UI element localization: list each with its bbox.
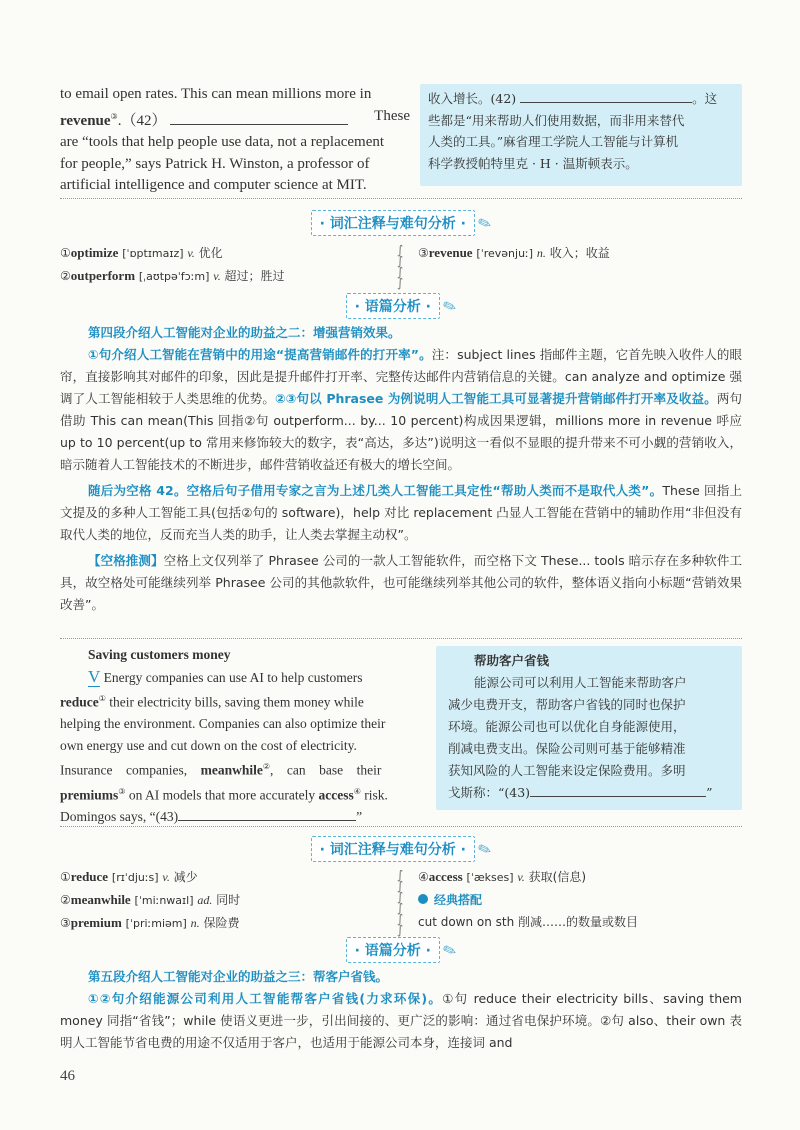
- page-number: 46: [60, 1068, 75, 1084]
- column-divider: ∫ ∫ ∫ ∫ ∫ ∫: [397, 868, 404, 937]
- passage-line: V Energy companies can use AI to help customers: [88, 666, 363, 686]
- vocab-list-2b: [418, 866, 738, 933]
- trans-line: 人类的工具。”麻省理工学院人工智能与计算机: [428, 134, 679, 149]
- passage-line: own energy use and cut down on the cost of electricity.: [60, 737, 357, 753]
- quill-icon: ✎: [475, 837, 495, 861]
- quill-icon: ✎: [440, 938, 460, 962]
- vocab-item: ①reduce [rɪˈdjuːs] v. 减少: [60, 869, 198, 884]
- passage-line: Domingos says, “(43) ”: [60, 806, 424, 828]
- analysis-paragraph: 【空格推测】空格上文仅列举了 Phrasee 公司的一款人工智能软件，而空格下文 These... tools 暗示存在多种软件工具，故空格处可能继续列举 Phrasee 公司的其他款软件，也可能继续列举其他公司的软件，整体语义指向小标题“营销效果改善”。: [60, 553, 742, 612]
- trans-line: 获知风险的人工智能来设定保险费用。多明: [448, 763, 686, 778]
- section-title: Saving customers money: [88, 647, 231, 662]
- bullet-icon: [418, 894, 428, 904]
- passage-line: are “tools that help people use data, not a replacement: [60, 134, 385, 150]
- passage-line: revenue③.（42） These: [60, 107, 410, 129]
- analysis-paragraph: 随后为空格 42。空格后句子借用专家之言为上述几类人工智能工具定性“帮助人类而不是取代人类”。These 回指上文提及的多种人工智能工具(包括②句的 software)，help 对比 replacement 凸显人工智能在营销中的辅助作用“非但没有取代人类的地位，反而充当人类的助手，让人类去掌握主动权”。: [60, 483, 742, 542]
- answer-blank-43[interactable]: [178, 806, 356, 821]
- vocab-item: ①optimize [ˈɒptɪmaɪz] v. 优化: [60, 245, 223, 260]
- trans-line: 科学教授帕特里克 · H · 温斯顿表示。: [428, 155, 638, 171]
- collocation-title: 经典搭配: [418, 889, 738, 911]
- answer-blank-42[interactable]: [170, 110, 348, 125]
- vocab-item: ②meanwhile [ˈmiːnwaɪl] ad. 同时: [60, 892, 241, 907]
- analysis-section-2: [60, 966, 742, 1054]
- column-divider: ∫ ∫ ∫ ∫: [397, 243, 404, 290]
- answer-blank-43-cn[interactable]: [530, 782, 706, 797]
- translation-box-top: [420, 84, 742, 186]
- analysis-paragraph: 第五段介绍人工智能对企业的助益之三：帮客户省钱。: [88, 969, 389, 984]
- analysis-section-1: [60, 322, 742, 616]
- vocab-item: ③revenue [ˈrevənjuː] n. 收入；收益: [418, 245, 610, 260]
- passage-line: to email open rates. This can mean millions more in: [60, 86, 372, 102]
- passage-line: artificial intelligence and computer science at MIT.: [60, 177, 367, 193]
- trans-line: 削减电费支出。保险公司则可基于能够精准: [448, 741, 686, 756]
- trans-title: 帮助客户省钱: [474, 653, 550, 668]
- divider: [60, 198, 742, 199]
- trans-line: 能源公司可以利用人工智能来帮助客户: [474, 675, 687, 690]
- answer-blank-42-cn[interactable]: [520, 88, 692, 103]
- analysis-heading: · 语篇分析 · ✎: [60, 293, 742, 319]
- vocab-word: revenue: [60, 112, 111, 129]
- top-passage: [60, 84, 410, 197]
- passage-line: reduce① their electricity bills, saving them money while: [60, 694, 364, 710]
- passage-line: Insurance companies, meanwhile②, can base their: [60, 762, 382, 778]
- trans-line: 环境。能源公司也可以优化自身能源使用，: [448, 719, 686, 734]
- passage-line: for people,” says Patrick H. Winston, a professor of: [60, 155, 370, 172]
- collocation-item: cut down on sth 削减……的数量或数目: [418, 915, 639, 929]
- translation-box-section5: [436, 646, 742, 810]
- trans-line: 些都是“用来帮助人们使用数据，而非用来替代: [428, 112, 685, 128]
- quill-icon: ✎: [440, 294, 460, 318]
- vocab-list-1: [60, 242, 390, 288]
- passage-line: premiums③ on AI models that more accurately access④ risk.: [60, 787, 388, 803]
- analysis-paragraph: ①②句介绍能源公司利用人工智能帮客户省钱(力求环保)。①句 reduce their electricity bills、saving them money 同指“省钱”；while 使语义更进一步，引出间接的、更广泛的影响：通过省电保护环境。②句 also、their own 表明人工智能节省电费的用途不仅适用于客户，也适用于能源公司本身，连接词 and: [60, 991, 742, 1050]
- trans-line: 收入增长。(42) 。这: [428, 88, 734, 110]
- trans-line: 减少电费开支，帮助客户省钱的同时也保护: [448, 697, 686, 712]
- divider: [60, 638, 742, 639]
- divider: [60, 826, 742, 827]
- vocab-heading: · 词汇注释与难句分析 · ✎: [60, 836, 742, 862]
- vocab-item: ②outperform [ˌaʊtpəˈfɔːm] v. 超过；胜过: [60, 268, 285, 283]
- paragraph-number: V: [88, 666, 101, 686]
- analysis-paragraph: 第四段介绍人工智能对企业的助益之二：增强营销效果。: [88, 325, 401, 340]
- vocab-list-2: [60, 866, 390, 935]
- vocab-list-1b: [418, 242, 738, 265]
- analysis-heading: · 语篇分析 · ✎: [60, 937, 742, 963]
- trans-line: 戈斯称：“(43) ”: [448, 782, 730, 804]
- quill-icon: ✎: [475, 211, 495, 235]
- section5-passage: [60, 644, 424, 828]
- passage-line: helping the environment. Companies can also optimize their: [60, 716, 386, 731]
- analysis-paragraph: ①句介绍人工智能在营销中的用途“提高营销邮件的打开率”。注：subject lines 指邮件主题，它首先映入收件人的眼帘，直接影响其对邮件的印象，因此是提升邮件打开率、完整传达邮件内营销信息的关键。can analyze and optimize 强调了人工智能相较于人类思维的优势。②③句以 Phrasee 为例说明人工智能工具可显著提升营销邮件打开率及收益。两句借助 This can mean(This 回指②句 outperform... by... 10 percent)构成因果逻辑，millions more in revenue 呼应 up to 10 percent(up to 常用来修饰较大的数字，表“高达，多达”)说明这一看似不显眼的提升带来不可小觑的营销收入，暗示随着人工智能技术的不断进步，邮件营销收益还有极大的增长空间。: [60, 347, 742, 472]
- vocab-heading: · 词汇注释与难句分析 · ✎: [60, 210, 742, 236]
- vocab-item: ③premium [ˈpriːmiəm] n. 保险费: [60, 915, 240, 930]
- vocab-item: ④access [ˈækses] v. 获取(信息): [418, 869, 587, 884]
